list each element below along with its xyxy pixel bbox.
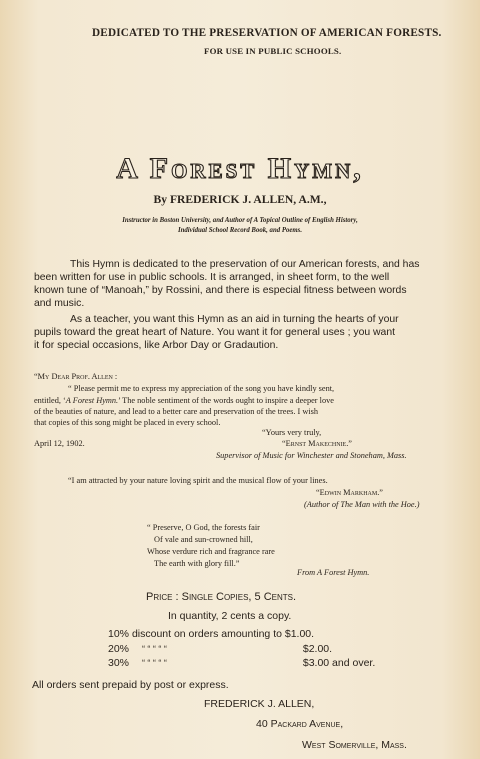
discount-row-1 xyxy=(108,628,314,640)
letter-closing: “Yours very truly, xyxy=(262,428,322,437)
letter-salutation: “My Dear Prof. Allen : xyxy=(34,372,118,381)
teacher-line-3: it for special occasions, like Arbor Day or Gradaution. xyxy=(34,340,279,351)
discount-pct: 30% xyxy=(108,657,130,669)
teacher-line-1: As a teacher, you want this Hymn as an aid in turning the hearts of your xyxy=(70,314,399,325)
letter-signer-title: Supervisor of Music for Winchester and Stoneham, Mass. xyxy=(216,451,407,460)
letter-signer: “Ernst Makechnie.” xyxy=(282,439,352,448)
dedication-header: DEDICATED TO THE PRESERVATION OF AMERICAN FORESTS. xyxy=(92,27,442,39)
intro-line-3: known tune of “Manoah,” by Rossini, and there is especial fitness between words xyxy=(34,285,407,296)
discount-amount: $1.00. xyxy=(284,628,315,640)
discount-pct: 20% xyxy=(108,643,130,655)
discount-pct: 10% xyxy=(108,628,130,640)
discount-amount: $2.00. xyxy=(302,643,333,655)
intro-line-4: and music. xyxy=(34,298,85,309)
letter-body-line-3: of the beauties of nature, and lead to a better care and preservation of the trees. I wish xyxy=(34,407,319,416)
public-use-subheader: FOR USE IN PUBLIC SCHOOLS. xyxy=(204,46,342,56)
publisher-street: 40 Packard Avenue, xyxy=(256,718,344,730)
intro-line-1: This Hymn is dedicated to the preservation of our American forests, and has xyxy=(70,259,420,270)
letter-date: April 12, 1902. xyxy=(34,439,85,448)
author-byline: By FREDERICK J. ALLEN, A.M., xyxy=(153,193,327,206)
intro-line-2: been written for use in public schools. It is arranged, in sheet form, to the well xyxy=(34,272,390,283)
publisher-name: FREDERICK J. ALLEN, xyxy=(204,698,315,710)
author-credentials-line-2: Individual School Record Book, and Poems. xyxy=(177,227,303,234)
markham-quote: “I am attracted by your nature loving spirit and the musical flow of your lines. xyxy=(68,476,328,485)
author-credentials-line-1: Instructor in Boston University, and Author of A Topical Outline of English History, xyxy=(122,217,358,224)
price-quantity: In quantity, 2 cents a copy. xyxy=(168,610,292,622)
markham-name: “Edwin Markham.” xyxy=(316,488,383,497)
teacher-line-2: pupils toward the great heart of Nature. You want it for general uses ; you want xyxy=(34,327,396,338)
markham-title: (Author of The Man with the Hoe.) xyxy=(304,500,420,509)
discount-amount: $3.00 and over. xyxy=(302,657,376,669)
discount-ditto: “ “ “ “ “ xyxy=(141,658,167,668)
poem-line-2: Of vale and sun-crowned hill, xyxy=(154,535,253,544)
poem-source: From A Forest Hymn. xyxy=(297,568,370,577)
letter-body-line-2: entitled, ‘A Forest Hymn.’ The noble sentiment of the words ought to inspire a deeper love xyxy=(34,396,334,405)
orders-note: All orders sent prepaid by post or express. xyxy=(32,679,229,691)
discount-row-3 xyxy=(108,657,375,669)
poem-line-3: Whose verdure rich and fragrance rare xyxy=(147,547,275,556)
hymn-title: A Forest Hymn, xyxy=(116,152,364,185)
letter-body-line-4: that copies of this song might be placed in every school. xyxy=(34,418,221,427)
letter-body-line-1: “ Please permit me to express my appreciation of the song you have kindly sent, xyxy=(68,384,335,393)
price-heading: Price : Single Copies, 5 Cents. xyxy=(146,591,297,603)
discount-ditto: “ “ “ “ “ xyxy=(141,644,167,654)
publisher-city: West Somerville, Mass. xyxy=(302,739,407,751)
discount-text: discount on orders amounting to xyxy=(131,628,282,640)
discount-row-2 xyxy=(108,643,332,655)
poem-line-1: “ Preserve, O God, the forests fair xyxy=(147,523,260,532)
poem-line-4: The earth with glory fill.” xyxy=(154,559,240,568)
